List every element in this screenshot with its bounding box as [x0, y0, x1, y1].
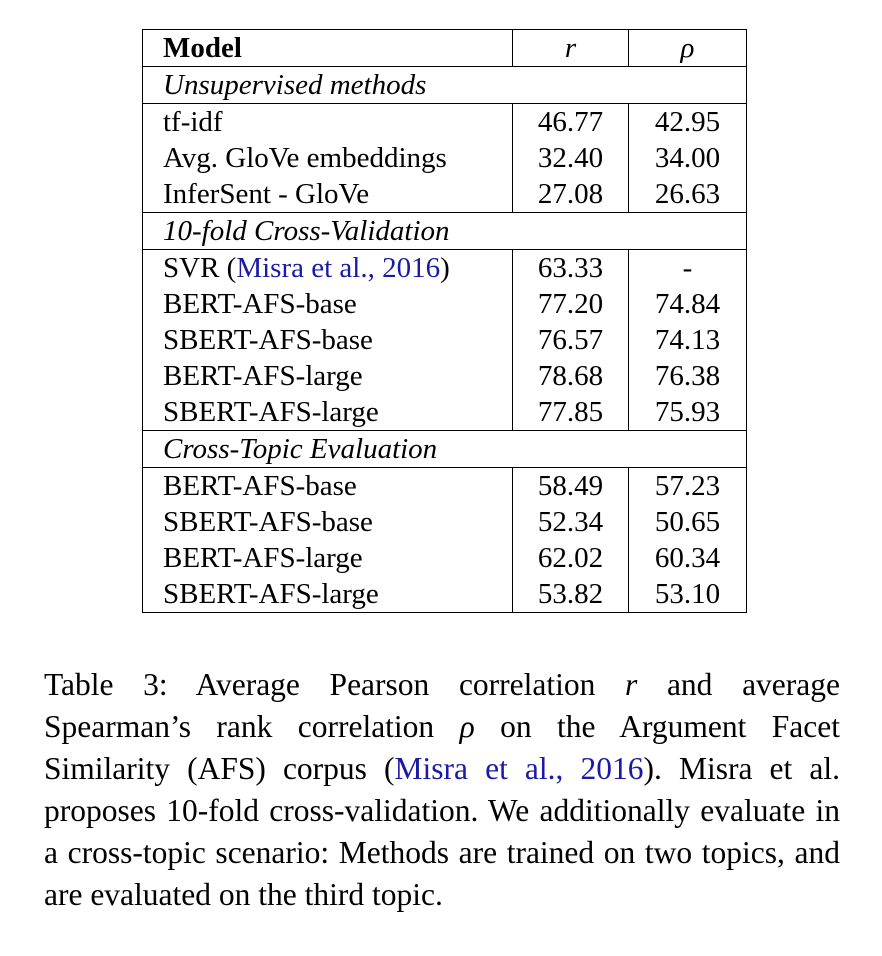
- caption-citation-link[interactable]: Misra et al., 2016: [394, 751, 644, 786]
- rho-value: 60.34: [629, 540, 747, 576]
- table-body: [143, 67, 747, 613]
- section-title: 10-fold Cross-Validation: [143, 213, 747, 250]
- caption-text-3: on the Argument Facet Similarity (AFS) corpus (: [44, 709, 840, 786]
- model-cell: [143, 394, 513, 431]
- caption-text-4: ). Misra et al. proposes 10-fold cross-validation. We additionally evaluate in a cross-topic scenario: Methods are trained on two topics, and are evaluated on the third topic.: [44, 751, 840, 912]
- model-cell: [143, 286, 513, 322]
- table-header-row: [143, 30, 747, 67]
- table-row: [143, 286, 747, 322]
- model-name: BERT-AFS-large: [163, 360, 363, 392]
- model-name-tail: ): [440, 252, 450, 284]
- rho-value: 74.84: [629, 286, 747, 322]
- r-value: 77.85: [513, 394, 629, 431]
- r-value: 63.33: [513, 250, 629, 287]
- rho-value: 76.38: [629, 358, 747, 394]
- model-name: SBERT-AFS-base: [163, 324, 373, 356]
- rho-value: 57.23: [629, 468, 747, 505]
- model-name: BERT-AFS-base: [163, 470, 357, 502]
- table-row: [143, 140, 747, 176]
- rho-value: 34.00: [629, 140, 747, 176]
- section-title: Cross-Topic Evaluation: [143, 431, 747, 468]
- table-row: [143, 250, 747, 287]
- model-cell: [143, 540, 513, 576]
- model-cell: [143, 176, 513, 213]
- model-cell: [143, 140, 513, 176]
- r-value: 53.82: [513, 576, 629, 613]
- r-value: 27.08: [513, 176, 629, 213]
- results-table: [142, 29, 747, 613]
- model-name: SVR (: [163, 252, 237, 284]
- rho-value: -: [629, 250, 747, 287]
- r-value: 52.34: [513, 504, 629, 540]
- model-cell: [143, 468, 513, 505]
- table-row: [143, 104, 747, 141]
- section-title: Unsupervised methods: [143, 67, 747, 104]
- table-row: [143, 576, 747, 613]
- caption-text-1: Table 3: Average Pearson correlation: [44, 667, 626, 702]
- model-cell: [143, 504, 513, 540]
- caption-text-2: and average Spearman’s rank correlation: [44, 667, 840, 744]
- rho-value: 50.65: [629, 504, 747, 540]
- table-row: [143, 322, 747, 358]
- section-header-row: [143, 431, 747, 468]
- caption-symbol-rho: ρ: [459, 709, 475, 744]
- model-cell: [143, 250, 513, 287]
- model-name: tf-idf: [163, 106, 223, 138]
- r-value: 78.68: [513, 358, 629, 394]
- header-model: Model: [143, 30, 513, 67]
- header-rho: ρ: [629, 30, 747, 67]
- r-value: 62.02: [513, 540, 629, 576]
- model-name: BERT-AFS-large: [163, 542, 363, 574]
- model-name: BERT-AFS-base: [163, 288, 357, 320]
- table-row: [143, 540, 747, 576]
- section-header-row: [143, 213, 747, 250]
- caption-symbol-r: r: [625, 667, 638, 702]
- rho-value: 74.13: [629, 322, 747, 358]
- model-name: Avg. GloVe embeddings: [163, 142, 447, 174]
- header-r: r: [513, 30, 629, 67]
- table-row: [143, 176, 747, 213]
- section-header-row: [143, 67, 747, 104]
- model-name: SBERT-AFS-base: [163, 506, 373, 538]
- rho-value: 26.63: [629, 176, 747, 213]
- r-value: 46.77: [513, 104, 629, 141]
- r-value: 77.20: [513, 286, 629, 322]
- model-name: SBERT-AFS-large: [163, 578, 379, 610]
- table-row: [143, 394, 747, 431]
- rho-value: 75.93: [629, 394, 747, 431]
- model-cell: [143, 576, 513, 613]
- rho-value: 42.95: [629, 104, 747, 141]
- model-citation-link[interactable]: Misra et al., 2016: [236, 252, 441, 284]
- model-name: InferSent - GloVe: [163, 178, 370, 210]
- rho-value: 53.10: [629, 576, 747, 613]
- model-cell: [143, 104, 513, 141]
- model-name: SBERT-AFS-large: [163, 396, 379, 428]
- table-row: [143, 358, 747, 394]
- r-value: 32.40: [513, 140, 629, 176]
- model-cell: [143, 358, 513, 394]
- r-value: 58.49: [513, 468, 629, 505]
- table-row: [143, 504, 747, 540]
- r-value: 76.57: [513, 322, 629, 358]
- table-row: [143, 468, 747, 505]
- table-caption: [44, 664, 840, 916]
- model-cell: [143, 322, 513, 358]
